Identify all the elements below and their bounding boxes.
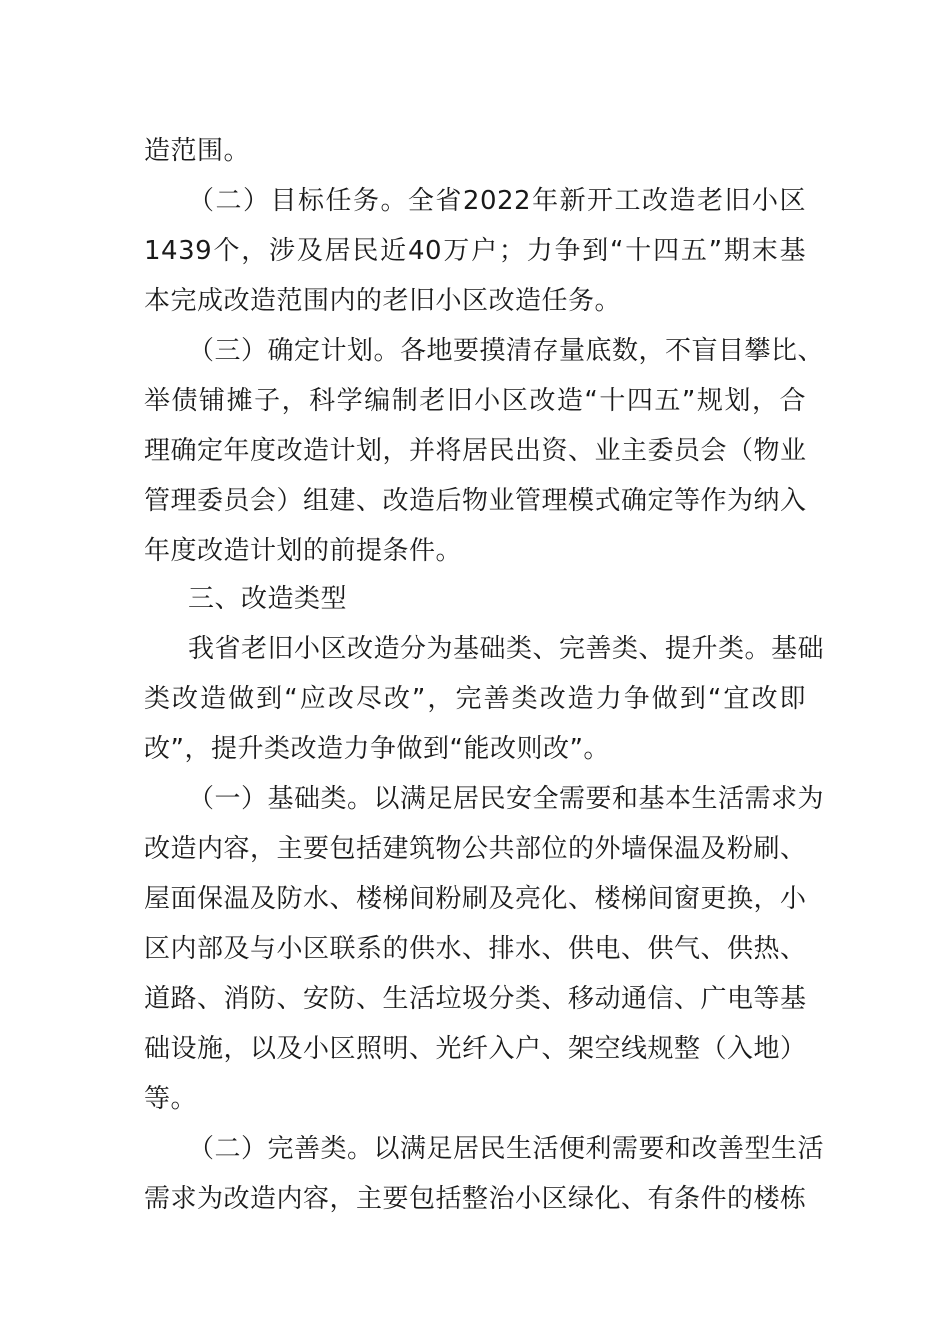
text-line: 年度改造计划的前提条件。 xyxy=(144,536,463,566)
text-line: 需求为改造内容，主要包括整治小区绿化、有条件的楼栋 xyxy=(144,1184,807,1214)
text-line: 屋面保温及防水、楼梯间粉刷及亮化、楼梯间窗更换，小 xyxy=(144,884,807,914)
text-line: 管理委员会）组建、改造后物业管理模式确定等作为纳入 xyxy=(144,486,807,516)
text-line: 改”，提升类改造力争做到“能改则改”。 xyxy=(144,734,610,764)
text-line: 等。 xyxy=(144,1084,198,1114)
text-line: （三）确定计划。各地要摸清存量底数，不盲目攀比、 xyxy=(188,336,825,366)
text-line: （二）目标任务。全省2022年新开工改造老旧小区 xyxy=(188,186,806,216)
text-line: 我省老旧小区改造分为基础类、完善类、提升类。基础 xyxy=(188,634,825,664)
text-line: 道路、消防、安防、生活垃圾分类、移动通信、广电等基 xyxy=(144,984,807,1014)
text-line: 举债铺摊子，科学编制老旧小区改造“十四五”规划，合 xyxy=(144,386,806,416)
text-line: （一）基础类。以满足居民安全需要和基本生活需求为 xyxy=(188,784,825,814)
text-line: 区内部及与小区联系的供水、排水、供电、供气、供热、 xyxy=(144,934,807,964)
text-line: 1439个，涉及居民近40万户；力争到“十四五”期末基 xyxy=(144,236,806,266)
text-line: 础设施，以及小区照明、光纤入户、架空线规整（入地） xyxy=(144,1034,807,1064)
text-line: 造范围。 xyxy=(144,136,251,166)
text-line: 理确定年度改造计划，并将居民出资、业主委员会（物业 xyxy=(144,436,807,466)
text-line: （二）完善类。以满足居民生活便利需要和改善型生活 xyxy=(188,1134,825,1164)
text-line: 改造内容，主要包括建筑物公共部位的外墙保温及粉刷、 xyxy=(144,834,807,864)
text-line: 本完成改造范围内的老旧小区改造任务。 xyxy=(144,286,622,316)
text-line: 类改造做到“应改尽改”，完善类改造力争做到“宜改即 xyxy=(144,684,806,714)
section-heading: 三、改造类型 xyxy=(188,584,348,614)
